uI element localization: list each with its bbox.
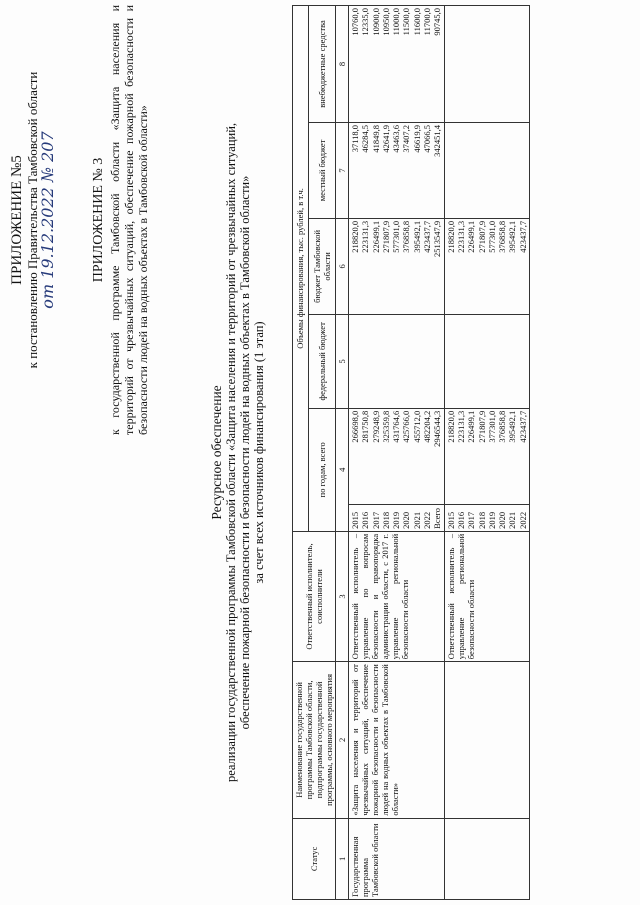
header-by-years: по годам, всего [308, 408, 335, 531]
table-cell-value: 10900,0 [370, 8, 381, 36]
header-extra: внебюджетные средства [308, 6, 335, 123]
extra-column [444, 6, 529, 123]
document-title [210, 0, 266, 905]
appendix-5-block [10, 0, 55, 440]
subsection-name [444, 662, 529, 818]
table-cell-value: 395492,1 [507, 410, 518, 443]
table-cell-value: 223131,3 [360, 220, 371, 253]
header-volume: Объемы финансирования, тыс. рублей, в т.ч. [293, 6, 309, 532]
table-cell-value: 395492,1 [507, 220, 518, 253]
col-num: 5 [336, 314, 349, 408]
col-num: 6 [336, 218, 349, 314]
extra-column [349, 6, 445, 123]
appendix-5-date-signature: от 19.12.2022 № 207 [38, 131, 57, 309]
table-row-subsection [444, 6, 529, 900]
column-number-row [336, 6, 349, 900]
table-cell-value: 11700,0 [422, 8, 433, 36]
table-cell-value: 342451,4 [432, 124, 443, 157]
table-cell-value: 2021 [411, 511, 422, 529]
table-cell-value: 11000,0 [391, 8, 402, 36]
table-cell-value: 2018 [380, 511, 391, 529]
table-cell-value: 425766,0 [401, 410, 412, 443]
regional-column [349, 218, 445, 314]
table-cell-value: 376858,8 [497, 410, 508, 443]
col-num: 7 [336, 122, 349, 218]
table-cell-value: 43463,6 [391, 124, 402, 153]
federal-column [444, 314, 529, 408]
table-cell-value: 41849,8 [370, 124, 381, 153]
title-line-4: за счет всех источников финансирования (1 этап) [252, 321, 266, 584]
table-cell-value: 11500,0 [401, 8, 412, 36]
table-cell-value [412, 317, 422, 406]
regional-column [444, 218, 529, 314]
table-cell-value: 223131,3 [455, 410, 466, 443]
table-cell-value: 2018 [476, 511, 487, 529]
header-name: Наименование государственной программы Тамбовской области, подпрограммы государственной программы, основного мероприятия [293, 662, 336, 818]
federal-column [349, 314, 445, 408]
table-cell-value: 226499,1 [370, 220, 381, 253]
table-cell-value: 271807,9 [476, 410, 487, 443]
table-cell-value: 46284,5 [360, 124, 371, 153]
table-cell-value [350, 317, 360, 406]
table-cell-value: 2022 [517, 511, 528, 529]
title-line-1: Ресурсное обеспечение [209, 385, 224, 520]
table-cell-value: 42641,9 [380, 124, 391, 153]
local-column [444, 122, 529, 218]
header-local: местный бюджет [308, 122, 335, 218]
table-cell-value: 2015 [350, 511, 360, 529]
resource-table [292, 5, 530, 900]
table-cell-value: 377301,0 [486, 410, 497, 443]
header-executor: Ответственный исполнитель, соисполнители [293, 531, 336, 661]
table-cell-value [432, 317, 442, 406]
table-cell-value: 482204,2 [422, 410, 433, 443]
table-cell-value: 226499,1 [466, 220, 477, 253]
table-cell-value: 47066,5 [422, 124, 433, 153]
appendix-3-heading: ПРИЛОЖЕНИЕ № 3 [91, 157, 106, 283]
table-cell-value: 2946544,3 [432, 410, 443, 447]
table-cell-value: 218820,0 [445, 410, 456, 443]
table-cell-value: 279248,9 [370, 410, 381, 443]
table-cell-value: 2513547,9 [432, 220, 443, 258]
title-line-2: реализации государственной программы Тамбовской области «Защита населения и территорий от чрезвычайных ситуаций, [224, 122, 238, 783]
table-cell-value: 2022 [422, 511, 433, 529]
table-cell-value: 10760,0 [350, 8, 360, 36]
table-cell-value: 11600,0 [411, 8, 422, 36]
table-cell-value: 37118,0 [350, 124, 360, 153]
col-num: 2 [336, 662, 349, 818]
table-cell-value: 223131,3 [455, 220, 466, 253]
totals-column [444, 408, 529, 504]
subsection-executor: Ответственный исполнитель – управление региональной безопасности области [444, 531, 529, 661]
table-cell-value: 10950,0 [380, 8, 391, 36]
table-cell-value: 266698,0 [350, 410, 360, 443]
col-num: 3 [336, 531, 349, 661]
header-row-1 [293, 6, 309, 900]
table-cell-value: 423437,7 [422, 220, 433, 253]
table-row-program [349, 6, 445, 900]
program-name: «Защита населения и территорий от чрезвычайных ситуаций, обеспечение пожарной безопасности и безопасности людей на водных объектах в Тамбовской области» [349, 662, 445, 818]
header-status: Статус [293, 818, 336, 899]
table-cell-value: 423437,7 [517, 220, 528, 253]
table-cell-value: 2016 [455, 511, 466, 529]
table-cell-value: 2016 [360, 511, 371, 529]
table-cell-value: 2015 [445, 511, 456, 529]
table-cell-value: 218820,0 [350, 220, 360, 253]
table-cell-value: 376858,8 [401, 220, 412, 253]
program-executor: Ответственный исполнитель – управление по вопросам безопасности и правопорядка администрации области, с 2017 г. управление региональной безопасности области [349, 531, 445, 661]
appendix-3-text: к государственной программе Тамбовской области «Защита населения и территорий от чрезвычайных ситуаций, обеспечение пожарной безопасности и безопасности людей на водных объектах в Тамбовской области» [108, 5, 150, 435]
table-cell-value: 2019 [486, 511, 497, 529]
table-cell-value: 37407,2 [401, 124, 412, 153]
table-cell-value: 2017 [466, 511, 477, 529]
table-cell-value [391, 317, 401, 406]
table-cell-value: 455712,0 [411, 410, 422, 443]
table-cell-value: 12335,0 [360, 8, 371, 36]
table-cell-value: 376858,8 [497, 220, 508, 253]
table-cell-value: 431764,6 [391, 410, 402, 443]
table-cell-value: 271807,9 [476, 220, 487, 253]
title-line-3: обеспечение пожарной безопасности и безопасности людей на водных объектах в Тамбовской области» [238, 175, 252, 730]
table-cell-value: 271807,9 [380, 220, 391, 253]
table-cell-value: 90745,0 [432, 8, 443, 36]
table-cell-value [371, 317, 381, 406]
col-num: 1 [336, 818, 349, 899]
table-cell-value: 281750,8 [360, 410, 371, 443]
header-regional: бюджет Тамбовской области [308, 218, 335, 314]
table-cell-value: 325359,8 [380, 410, 391, 443]
table-cell-value: 218820,0 [445, 220, 456, 253]
table-cell-value: 2019 [391, 511, 402, 529]
table-cell-value: 226499,1 [466, 410, 477, 443]
table-cell-value: 2017 [370, 511, 381, 529]
appendix-3-block [92, 5, 150, 435]
subsection-status [444, 818, 529, 899]
table-cell-value: 577301,0 [486, 220, 497, 253]
appendix-5-decree-line: к постановлению Правительства Тамбовской области [25, 71, 40, 369]
local-column [349, 122, 445, 218]
totals-column [349, 408, 445, 504]
table-cell-value: 2020 [401, 511, 412, 529]
program-status: Государственная программа Тамбовской области [349, 818, 445, 899]
table-cell-value: 395492,1 [411, 220, 422, 253]
years-column [444, 504, 529, 531]
header-federal: федеральный бюджет [308, 314, 335, 408]
table-cell-value [381, 317, 391, 406]
table-cell-value [401, 317, 411, 406]
appendix-5-heading: ПРИЛОЖЕНИЕ №5 [9, 155, 25, 285]
table-cell-value: 423437,7 [517, 410, 528, 443]
table-cell-value: 2021 [507, 511, 518, 529]
table-cell-value: 577301,0 [391, 220, 402, 253]
table-cell-value: 2020 [497, 511, 508, 529]
table-cell-value [422, 317, 432, 406]
table-cell-value [360, 317, 370, 406]
table-cell-value: 46619,9 [411, 124, 422, 153]
table-cell-value: Всего [432, 507, 443, 529]
years-column [349, 504, 445, 531]
col-num: 4 [336, 408, 349, 531]
col-num: 8 [336, 6, 349, 123]
